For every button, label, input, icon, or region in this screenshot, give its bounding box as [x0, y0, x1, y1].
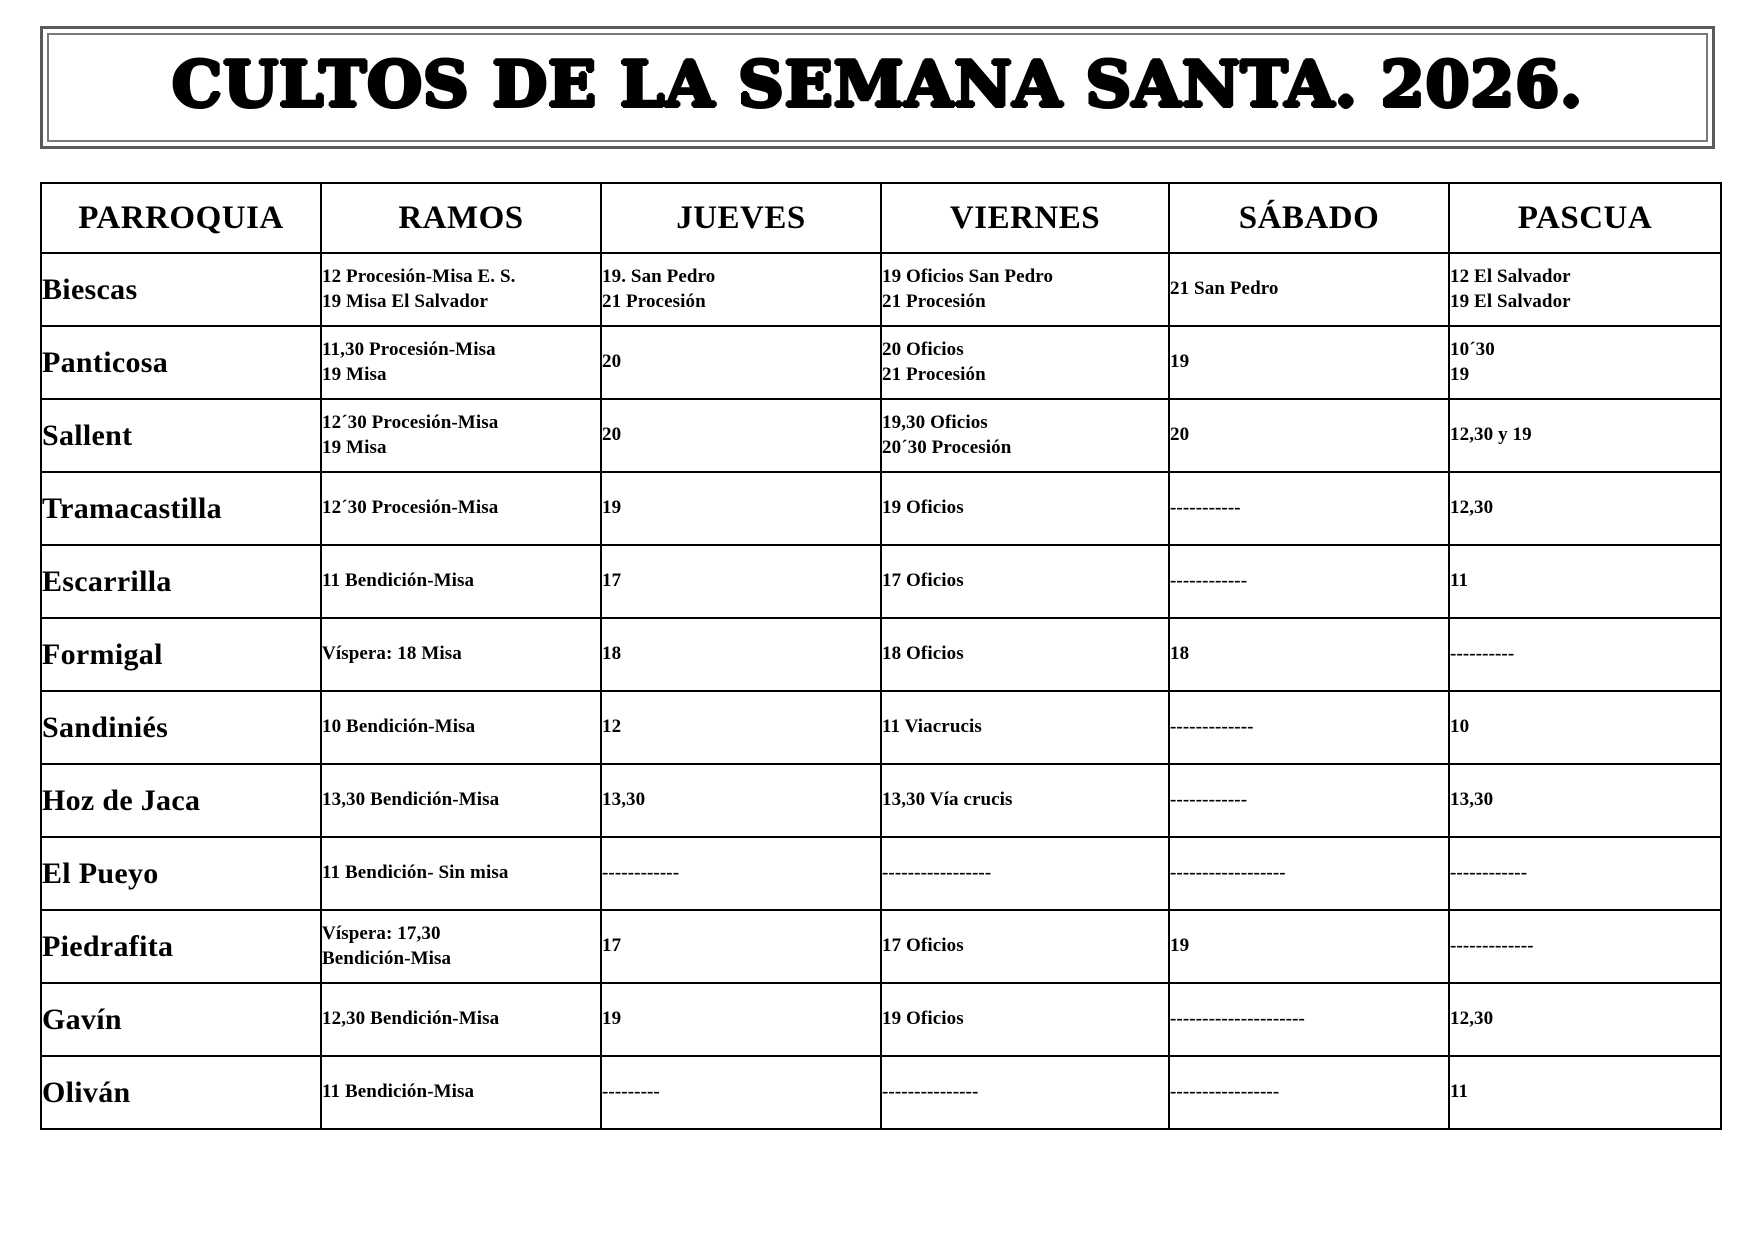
cell-line: 12 Procesión-Misa E. S. [322, 265, 516, 287]
cell-pascua [1449, 545, 1721, 618]
cell-viernes [881, 910, 1169, 983]
cell-viernes [881, 983, 1169, 1056]
cell-line: 10 [1450, 716, 1470, 738]
cell-line: 19 Misa El Salvador [322, 290, 489, 312]
cell-line: 13,30 [1450, 789, 1494, 811]
cell-line: 19 [1450, 363, 1470, 385]
cell-parroquia: Sallent [41, 399, 321, 472]
table-header [41, 183, 1721, 253]
cell-line: ------------------ [1170, 862, 1286, 884]
cell-sabado [1169, 1056, 1449, 1129]
cell-ramos [321, 1056, 601, 1129]
cell-line: 19 [602, 497, 622, 519]
cell-line: 10 Bendición-Misa [322, 716, 476, 738]
table-row [41, 399, 1721, 472]
cell-line: ------------ [1170, 570, 1248, 592]
cell-line: 11,30 Procesión-Misa [322, 338, 496, 360]
cell-ramos [321, 253, 601, 326]
cell-line: ------------- [1170, 716, 1254, 738]
cell-sabado [1169, 764, 1449, 837]
cell-viernes [881, 1056, 1169, 1129]
table-row [41, 326, 1721, 399]
cell-line: 11 Bendición-Misa [322, 570, 475, 592]
cell-pascua [1449, 472, 1721, 545]
cell-line: 19 El Salvador [1450, 290, 1571, 312]
cell-jueves [601, 326, 881, 399]
cell-line: 12´30 Procesión-Misa [322, 411, 499, 433]
cell-sabado [1169, 910, 1449, 983]
cell-line: 13,30 Bendición-Misa [322, 789, 500, 811]
cell-viernes [881, 399, 1169, 472]
title-banner-inner [47, 33, 1708, 142]
cell-line: ------------- [1450, 935, 1534, 957]
cell-sabado [1169, 253, 1449, 326]
cell-sabado [1169, 472, 1449, 545]
table-row [41, 983, 1721, 1056]
cell-line: 21 Procesión [602, 290, 706, 312]
cell-parroquia: Escarrilla [41, 545, 321, 618]
cell-ramos [321, 764, 601, 837]
cell-sabado [1169, 618, 1449, 691]
cell-line: 21 Procesión [882, 363, 986, 385]
table-row [41, 1056, 1721, 1129]
cell-line: 17 Oficios [882, 935, 964, 957]
cell-viernes [881, 764, 1169, 837]
cell-line: ------------ [1170, 789, 1248, 811]
cell-line: --------- [602, 1081, 660, 1103]
title-banner [40, 26, 1715, 149]
page-title: CULTOS DE LA SEMANA SANTA. 2026. [171, 47, 1584, 121]
cell-line: 20 [1170, 424, 1190, 446]
cell-jueves [601, 399, 881, 472]
cell-line: 11 Bendición- Sin misa [322, 862, 509, 884]
cell-line: 19 Oficios San Pedro [882, 265, 1054, 287]
cell-jueves [601, 983, 881, 1056]
cell-ramos [321, 326, 601, 399]
schedule-table-container [40, 182, 1715, 1130]
cell-pascua [1449, 618, 1721, 691]
cell-viernes [881, 837, 1169, 910]
cell-line: ----------- [1170, 497, 1241, 519]
cell-sabado [1169, 545, 1449, 618]
column-header-pascua: PASCUA [1449, 183, 1721, 253]
cell-jueves [601, 545, 881, 618]
cell-line: 17 [602, 570, 622, 592]
cell-viernes [881, 253, 1169, 326]
table-body [41, 253, 1721, 1129]
cell-viernes [881, 618, 1169, 691]
cell-jueves [601, 618, 881, 691]
cell-sabado [1169, 691, 1449, 764]
cell-line: 18 [602, 643, 622, 665]
cell-sabado [1169, 983, 1449, 1056]
cell-line: 18 [1170, 643, 1190, 665]
cell-line: 19 Misa [322, 436, 387, 458]
cell-ramos [321, 618, 601, 691]
cell-line: 19 Misa [322, 363, 387, 385]
cell-line: 19 Oficios [882, 497, 964, 519]
table-row [41, 910, 1721, 983]
cell-line: 20´30 Procesión [882, 436, 1012, 458]
cell-ramos [321, 691, 601, 764]
cell-pascua [1449, 1056, 1721, 1129]
cell-parroquia: Tramacastilla [41, 472, 321, 545]
cell-ramos [321, 545, 601, 618]
cell-pascua [1449, 253, 1721, 326]
cell-parroquia: El Pueyo [41, 837, 321, 910]
cell-line: 21 San Pedro [1170, 278, 1279, 300]
cell-pascua [1449, 326, 1721, 399]
cell-line: 12´30 Procesión-Misa [322, 497, 499, 519]
cell-viernes [881, 326, 1169, 399]
table-row [41, 618, 1721, 691]
cell-parroquia: Piedrafita [41, 910, 321, 983]
cell-line: 20 [602, 424, 622, 446]
cell-sabado [1169, 399, 1449, 472]
cell-line: --------------------- [1170, 1008, 1305, 1030]
table-row [41, 545, 1721, 618]
cell-pascua [1449, 910, 1721, 983]
table-header-row [41, 183, 1721, 253]
cell-parroquia: Gavín [41, 983, 321, 1056]
column-header-jueves: JUEVES [601, 183, 881, 253]
cell-line: 11 Bendición-Misa [322, 1081, 475, 1103]
cell-line: 17 Oficios [882, 570, 964, 592]
cell-line: --------------- [882, 1081, 979, 1103]
cell-line: 12,30 y 19 [1450, 424, 1532, 446]
cell-parroquia: Formigal [41, 618, 321, 691]
cell-viernes [881, 545, 1169, 618]
cell-line: 19 [1170, 935, 1190, 957]
cell-line: 19 [1170, 351, 1190, 373]
cell-line: 11 Viacrucis [882, 716, 982, 738]
cell-viernes [881, 472, 1169, 545]
cell-parroquia: Sandiniés [41, 691, 321, 764]
cell-parroquia: Biescas [41, 253, 321, 326]
cell-line: 11 [1450, 570, 1469, 592]
cell-line: 11 [1450, 1081, 1469, 1103]
cell-line: 17 [602, 935, 622, 957]
column-header-ramos: RAMOS [321, 183, 601, 253]
cell-line: 12 [602, 716, 622, 738]
cell-pascua [1449, 983, 1721, 1056]
column-header-parroquia: PARROQUIA [41, 183, 321, 253]
cell-jueves [601, 691, 881, 764]
cell-ramos [321, 910, 601, 983]
cell-parroquia: Oliván [41, 1056, 321, 1129]
cell-line: ------------ [1450, 862, 1528, 884]
cell-pascua [1449, 764, 1721, 837]
cell-line: 19 Oficios [882, 1008, 964, 1030]
column-header-sabado: SÁBADO [1169, 183, 1449, 253]
column-header-viernes: VIERNES [881, 183, 1169, 253]
cell-sabado [1169, 837, 1449, 910]
cell-jueves [601, 910, 881, 983]
cell-line: 19 [602, 1008, 622, 1030]
cell-line: 19. San Pedro [602, 265, 716, 287]
cell-pascua [1449, 837, 1721, 910]
cell-line: 13,30 Vía crucis [882, 789, 1013, 811]
cell-line: ----------------- [882, 862, 992, 884]
cell-line: 20 [602, 351, 622, 373]
cell-pascua [1449, 691, 1721, 764]
cell-line: 12,30 [1450, 497, 1494, 519]
cell-line: Víspera: 18 Misa [322, 643, 462, 665]
cell-ramos [321, 837, 601, 910]
cell-parroquia: Panticosa [41, 326, 321, 399]
cell-line: Bendición-Misa [322, 947, 452, 969]
cell-jueves [601, 837, 881, 910]
cell-line: 20 Oficios [882, 338, 964, 360]
cell-jueves [601, 472, 881, 545]
holy-week-schedule-table [40, 182, 1722, 1130]
cell-line: Víspera: 17,30 [322, 922, 441, 944]
cell-line: ---------- [1450, 643, 1515, 665]
table-row [41, 691, 1721, 764]
cell-jueves [601, 1056, 881, 1129]
cell-line: ----------------- [1170, 1081, 1280, 1103]
cell-ramos [321, 399, 601, 472]
cell-line: 10´30 [1450, 338, 1495, 360]
cell-ramos [321, 983, 601, 1056]
cell-viernes [881, 691, 1169, 764]
cell-line: 12 El Salvador [1450, 265, 1571, 287]
cell-line: 21 Procesión [882, 290, 986, 312]
cell-line: 12,30 [1450, 1008, 1494, 1030]
cell-line: 12,30 Bendición-Misa [322, 1008, 500, 1030]
cell-ramos [321, 472, 601, 545]
cell-line: 13,30 [602, 789, 646, 811]
cell-line: 19,30 Oficios [882, 411, 988, 433]
cell-line: 18 Oficios [882, 643, 964, 665]
cell-parroquia: Hoz de Jaca [41, 764, 321, 837]
table-row [41, 837, 1721, 910]
cell-pascua [1449, 399, 1721, 472]
table-row [41, 764, 1721, 837]
cell-sabado [1169, 326, 1449, 399]
cell-jueves [601, 253, 881, 326]
table-row [41, 472, 1721, 545]
cell-line: ------------ [602, 862, 680, 884]
cell-jueves [601, 764, 881, 837]
table-row [41, 253, 1721, 326]
